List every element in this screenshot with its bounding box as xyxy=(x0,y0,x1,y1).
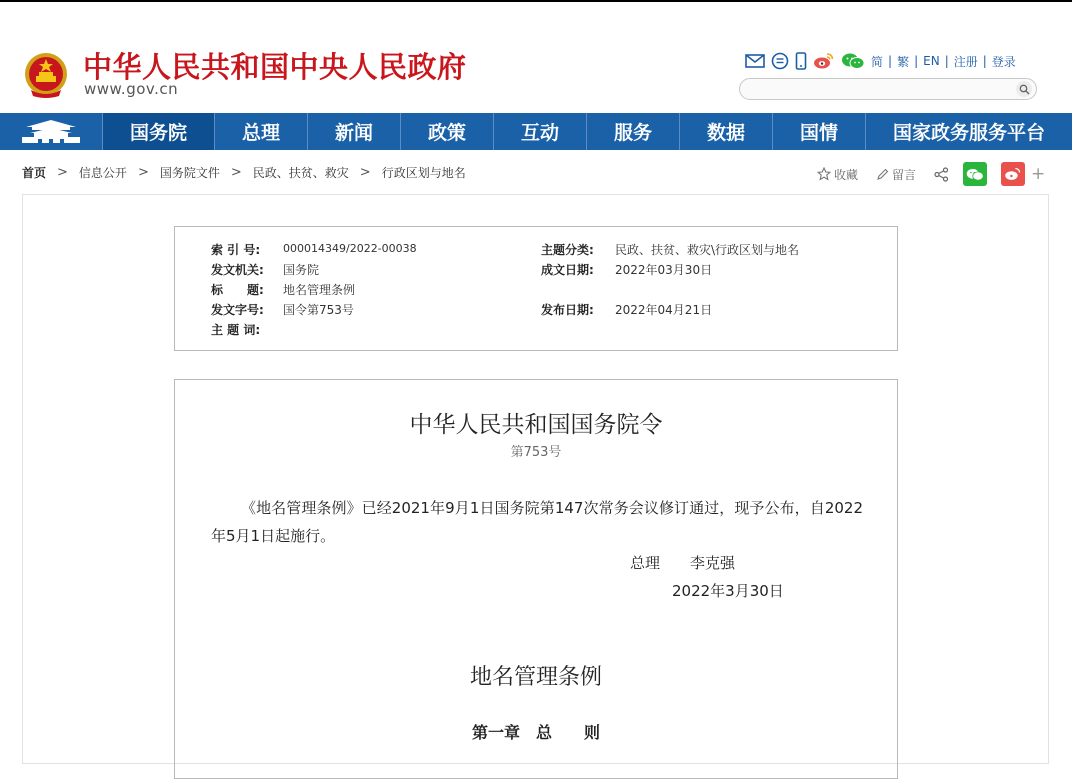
tiananmen-logo-icon[interactable] xyxy=(0,113,103,150)
topic-value: 民政、扶贫、救灾\行政区划与地名 xyxy=(615,243,800,257)
nav-item-premier[interactable]: 总理 xyxy=(215,113,308,150)
nav-item-state-council[interactable]: 国务院 xyxy=(103,113,215,150)
breadcrumb-item[interactable]: 国务院文件 xyxy=(159,166,220,180)
site-title: 中华人民共和国中央人民政府 xyxy=(83,50,467,84)
nav-item-news[interactable]: 新闻 xyxy=(308,113,401,150)
favorite-label: 收藏 xyxy=(834,167,859,182)
breadcrumb-item[interactable]: 行政区划与地名 xyxy=(381,166,466,180)
comment-button[interactable] xyxy=(876,166,916,183)
site-url[interactable]: www.gov.cn xyxy=(84,80,179,98)
more-share-icon[interactable]: + xyxy=(1031,164,1046,184)
national-emblem-icon xyxy=(23,50,69,100)
doc-no-value: 国令第753号 xyxy=(283,303,354,317)
nav-item-services[interactable]: 服务 xyxy=(587,113,680,150)
search-icon[interactable] xyxy=(1016,81,1032,97)
document-metadata xyxy=(174,226,898,351)
login-link[interactable]: 登录 xyxy=(991,54,1016,69)
publish-date-label: 发布日期: xyxy=(541,303,594,317)
share-icon[interactable] xyxy=(934,167,949,182)
utility-bar xyxy=(745,50,1016,72)
regulation-title: 地名管理条例 xyxy=(469,665,602,690)
written-date-value: 2022年03月30日 xyxy=(615,263,713,277)
doc-no-label: 发文字号: xyxy=(211,303,264,317)
search-input[interactable] xyxy=(750,80,1014,100)
article-tools xyxy=(817,162,1045,186)
issuer-value: 国务院 xyxy=(283,263,320,277)
written-date-label: 成文日期: xyxy=(541,263,594,277)
separator: | xyxy=(944,54,949,68)
title-label: 标 题: xyxy=(211,283,264,297)
chat-icon[interactable] xyxy=(771,52,789,70)
publish-date-value: 2022年04月21日 xyxy=(615,303,713,317)
issuer-label: 发文机关: xyxy=(211,263,264,277)
breadcrumb-item[interactable]: 信息公开 xyxy=(78,166,127,180)
order-number: 第753号 xyxy=(510,445,562,460)
mobile-icon[interactable] xyxy=(795,52,807,70)
separator: | xyxy=(888,54,893,68)
separator: | xyxy=(914,54,919,68)
breadcrumb xyxy=(22,164,466,181)
chapter-heading: 第一章 总 则 xyxy=(471,723,600,742)
star-icon xyxy=(817,167,831,181)
mail-icon[interactable] xyxy=(745,53,765,69)
favorite-button[interactable] xyxy=(817,166,858,183)
index-no-value: 000014349/2022-00038 xyxy=(283,242,417,255)
topic-label: 主题分类: xyxy=(541,243,594,257)
nav-item-data[interactable]: 数据 xyxy=(680,113,773,150)
comment-label: 留言 xyxy=(892,167,917,182)
share-wechat-icon[interactable] xyxy=(963,162,987,186)
signer: 总理 李克强 xyxy=(630,554,736,572)
register-link[interactable]: 注册 xyxy=(953,54,978,69)
nav-item-national-info[interactable]: 国情 xyxy=(773,113,866,150)
breadcrumb-home[interactable]: 首页 xyxy=(22,166,47,180)
keywords-label: 主 题 词: xyxy=(211,323,261,337)
pencil-icon xyxy=(876,168,889,181)
top-border xyxy=(0,0,1072,2)
document-body-frame xyxy=(174,379,898,779)
separator: | xyxy=(982,54,987,68)
title-value: 地名管理条例 xyxy=(283,283,356,297)
nav-item-policy[interactable]: 政策 xyxy=(401,113,494,150)
chevron-right-icon: > xyxy=(57,165,68,180)
index-no-label: 索 引 号: xyxy=(211,243,261,257)
order-title: 中华人民共和国国务院令 xyxy=(409,412,663,438)
share-weibo-icon[interactable] xyxy=(1001,162,1025,186)
simplified-chinese-link[interactable]: 简 xyxy=(871,54,884,69)
breadcrumb-item[interactable]: 民政、扶贫、救灾 xyxy=(252,166,349,180)
nav-item-gov-service-platform[interactable]: 国家政务服务平台 xyxy=(892,122,1045,144)
sign-date: 2022年3月30日 xyxy=(672,582,784,600)
wechat-icon[interactable] xyxy=(841,52,865,70)
english-link[interactable]: EN xyxy=(923,54,940,68)
main-nav xyxy=(0,113,1072,150)
chevron-right-icon: > xyxy=(359,165,371,180)
chevron-right-icon: > xyxy=(230,165,242,180)
nav-item-interaction[interactable]: 互动 xyxy=(494,113,587,150)
order-body-text: 《地名管理条例》已经2021年9月1日国务院第147次常务会议修订通过，现予公布，自2022年5月1日起施行。 xyxy=(211,499,863,545)
weibo-icon[interactable] xyxy=(813,52,835,70)
chevron-right-icon: > xyxy=(137,165,149,180)
search-box xyxy=(739,78,1037,100)
traditional-chinese-link[interactable]: 繁 xyxy=(897,54,910,69)
